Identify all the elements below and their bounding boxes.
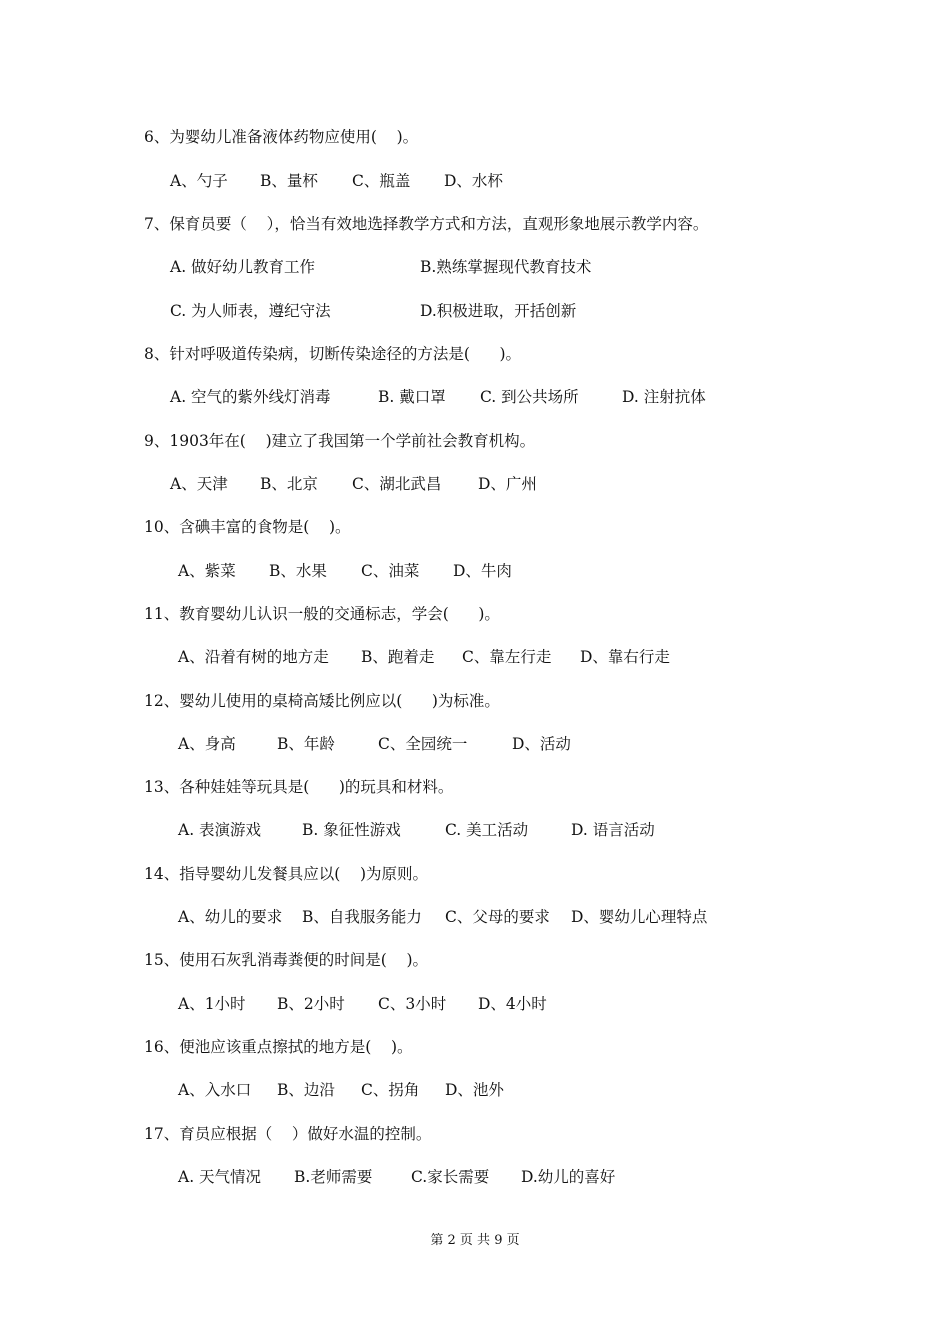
- question-11: 11、教育婴幼儿认识一般的交通标志，学会( )。: [144, 605, 500, 623]
- question-10: 10、含碘丰富的食物是( )。: [144, 518, 351, 536]
- option-11b: B、跑着走: [361, 648, 435, 666]
- option-12b: B、年龄: [277, 735, 335, 753]
- option-14b: B、自我服务能力: [302, 908, 422, 926]
- option-9b: B、北京: [260, 475, 318, 493]
- option-15d: D、4小时: [478, 995, 547, 1013]
- option-14c: C、父母的要求: [445, 908, 550, 926]
- option-11a: A、沿着有树的地方走: [178, 648, 329, 666]
- option-12a: A、身高: [178, 735, 236, 753]
- option-7d: D.积极进取，开括创新: [420, 302, 577, 320]
- option-10a: A、紫菜: [178, 562, 236, 580]
- question-14: 14、指导婴幼儿发餐具应以( )为原则。: [144, 865, 429, 883]
- option-9d: D、广州: [478, 475, 537, 493]
- option-17c: C.家长需要: [411, 1168, 490, 1186]
- question-15: 15、使用石灰乳消毒粪便的时间是( )。: [144, 951, 429, 969]
- question-6: 6、为婴幼儿准备液体药物应使用( )。: [144, 128, 419, 146]
- option-15c: C、3小时: [378, 995, 447, 1013]
- option-7a: A. 做好幼儿教育工作: [170, 258, 316, 276]
- option-6a: A、勺子: [170, 172, 228, 190]
- question-17: 17、育员应根据（ ）做好水温的控制。: [144, 1125, 432, 1143]
- question-13: 13、各种娃娃等玩具是( )的玩具和材料。: [144, 778, 454, 796]
- question-12: 12、婴幼儿使用的桌椅高矮比例应以( )为标准。: [144, 692, 500, 710]
- option-15b: B、2小时: [277, 995, 345, 1013]
- option-8c: C. 到公共场所: [480, 388, 579, 406]
- option-9c: C、湖北武昌: [352, 475, 442, 493]
- option-10b: B、水果: [269, 562, 327, 580]
- question-8: 8、针对呼吸道传染病，切断传染途径的方法是( )。: [144, 345, 522, 363]
- page-footer: 第 2 页 共 9 页: [430, 1233, 520, 1248]
- question-16: 16、便池应该重点擦拭的地方是( )。: [144, 1038, 413, 1056]
- option-8d: D. 注射抗体: [622, 388, 706, 406]
- option-6c: C、瓶盖: [352, 172, 411, 190]
- option-8b: B. 戴口罩: [378, 388, 446, 406]
- option-10d: D、牛肉: [453, 562, 512, 580]
- option-10c: C、油菜: [361, 562, 420, 580]
- option-11d: D、靠右行走: [580, 648, 670, 666]
- option-13b: B. 象征性游戏: [302, 821, 401, 839]
- option-17a: A. 天气情况: [178, 1168, 262, 1186]
- option-8a: A. 空气的紫外线灯消毒: [170, 388, 331, 406]
- option-16c: C、拐角: [361, 1081, 420, 1099]
- question-9: 9、1903年在( )建立了我国第一个学前社会教育机构。: [144, 432, 536, 450]
- option-7c: C. 为人师表，遵纪守法: [170, 302, 331, 320]
- option-7b: B.熟练掌握现代教育技术: [420, 258, 592, 276]
- option-13a: A. 表演游戏: [178, 821, 262, 839]
- option-17d: D.幼儿的喜好: [521, 1168, 616, 1186]
- option-9a: A、天津: [170, 475, 228, 493]
- option-14d: D、婴幼儿心理特点: [571, 908, 708, 926]
- option-16a: A、入水口: [178, 1081, 252, 1099]
- option-6d: D、水杯: [444, 172, 503, 190]
- option-11c: C、靠左行走: [462, 648, 552, 666]
- option-13d: D. 语言活动: [571, 821, 655, 839]
- option-17b: B.老师需要: [294, 1168, 373, 1186]
- option-16b: B、边沿: [277, 1081, 335, 1099]
- question-7: 7、保育员要（ ），恰当有效地选择教学方式和方法，直观形象地展示教学内容。: [144, 215, 709, 233]
- option-12c: C、全园统一: [378, 735, 468, 753]
- option-14a: A、幼儿的要求: [178, 908, 283, 926]
- option-12d: D、活动: [512, 735, 571, 753]
- option-16d: D、池外: [445, 1081, 504, 1099]
- option-6b: B、量杯: [260, 172, 318, 190]
- option-13c: C. 美工活动: [445, 821, 529, 839]
- option-15a: A、1小时: [178, 995, 246, 1013]
